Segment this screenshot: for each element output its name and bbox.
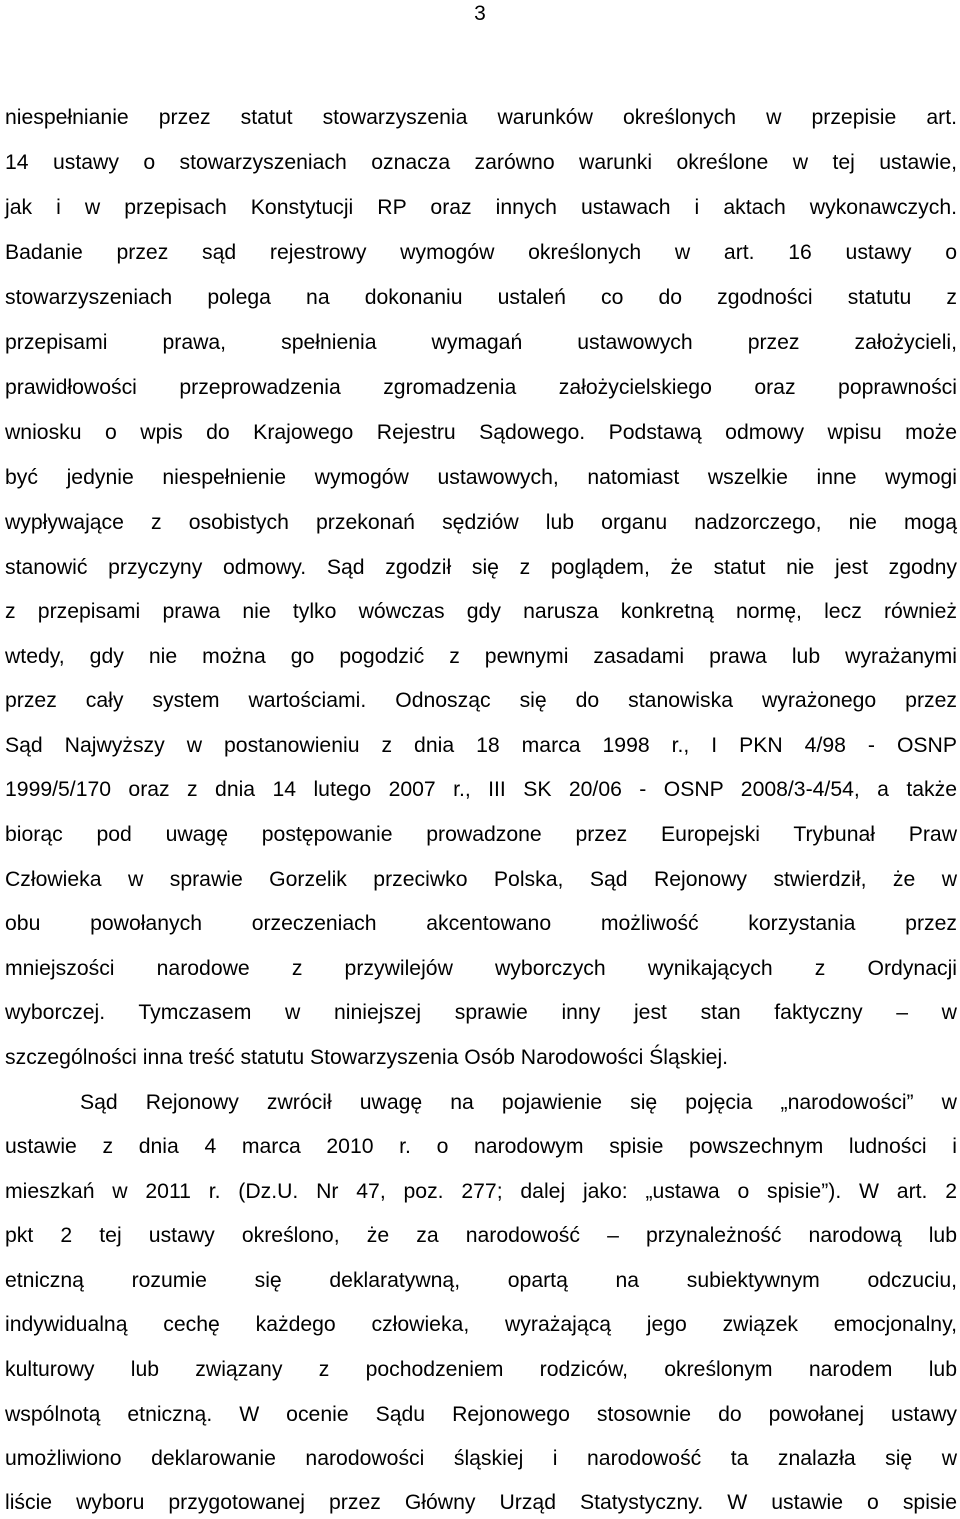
text-line: indywidualną cechę każdego człowieka, wyrażającą jego związek emocjonalny,: [5, 1313, 957, 1336]
page-number: 3: [474, 2, 486, 25]
text-line: Sąd Najwyższy w postanowieniu z dnia 18 marca 1998 r., I PKN 4/98 - OSNP: [5, 734, 957, 757]
text-line: stanowić przyczyny odmowy. Sąd zgodził się z poglądem, że statut nie jest zgodny: [5, 556, 957, 579]
text-line: biorąc pod uwagę postępowanie prowadzone przez Europejski Trybunał Praw: [5, 823, 957, 846]
text-line: niespełnianie przez statut stowarzyszenia warunków określonych w przepisie art.: [5, 106, 957, 129]
text-line: pkt 2 tej ustawy określono, że za narodowość – przynależność narodową lub: [5, 1224, 957, 1247]
text-line: jak i w przepisach Konstytucji RP oraz innych ustawach i aktach wykonawczych.: [5, 196, 957, 219]
text-line: obu powołanych orzeczeniach akcentowano możliwość korzystania przez: [5, 912, 957, 935]
text-line: wypływające z osobistych przekonań sędziów lub organu nadzorczego, nie mogą: [5, 511, 957, 534]
text-line: przepisami prawa, spełnienia wymagań ustawowych przez założycieli,: [5, 331, 957, 354]
text-line: mniejszości narodowe z przywilejów wyborczych wynikających z Ordynacji: [5, 957, 957, 980]
text-line: kulturowy lub związany z pochodzeniem rodziców, określonym narodem lub: [5, 1358, 957, 1381]
text-line: stowarzyszeniach polega na dokonaniu ustaleń co do zgodności statutu z: [5, 286, 957, 309]
text-line: wtedy, gdy nie można go pogodzić z pewnymi zasadami prawa lub wyrażanymi: [5, 645, 957, 668]
text-line: ustawie z dnia 4 marca 2010 r. o narodowym spisie powszechnym ludności i: [5, 1135, 957, 1158]
text-line: wniosku o wpis do Krajowego Rejestru Sądowego. Podstawą odmowy wpisu może: [5, 421, 957, 444]
text-line: być jedynie niespełnienie wymogów ustawowych, natomiast wszelkie inne wymogi: [5, 466, 957, 489]
text-line: 1999/5/170 oraz z dnia 14 lutego 2007 r., III SK 20/06 - OSNP 2008/3-4/54, a także: [5, 778, 957, 801]
text-line: 14 ustawy o stowarzyszeniach oznacza zarówno warunki określone w tej ustawie,: [5, 151, 957, 174]
text-line: Sąd Rejonowy zwrócił uwagę na pojawienie się pojęcia „narodowości” w: [80, 1091, 957, 1114]
text-line: wspólnotą etniczną. W ocenie Sądu Rejonowego stosownie do powołanej ustawy: [5, 1403, 957, 1426]
text-line: z przepisami prawa nie tylko wówczas gdy narusza konkretną normę, lecz również: [5, 600, 957, 623]
text-line: Człowieka w sprawie Gorzelik przeciwko Polska, Sąd Rejonowy stwierdził, że w: [5, 868, 957, 891]
text-line: mieszkań w 2011 r. (Dz.U. Nr 47, poz. 277; dalej jako: „ustawa o spisie”). W art. 2: [5, 1180, 957, 1203]
text-line: etniczną rozumie się deklaratywną, opartą na subiektywnym odczuciu,: [5, 1269, 957, 1292]
text-line: szczególności inna treść statutu Stowarzyszenia Osób Narodowości Śląskiej.: [5, 1046, 729, 1069]
text-line: umożliwiono deklarowanie narodowości śląskiej i narodowość ta znalazła się w: [5, 1447, 957, 1470]
text-line: liście wyboru przygotowanej przez Główny Urząd Statystyczny. W ustawie o spisie: [5, 1491, 957, 1514]
text-line: wyborczej. Tymczasem w niniejszej sprawie inny jest stan faktyczny – w: [5, 1001, 957, 1024]
text-line: prawidłowości przeprowadzenia zgromadzenia założycielskiego oraz poprawności: [5, 376, 957, 399]
text-line: przez cały system wartościami. Odnosząc się do stanowiska wyrażonego przez: [5, 689, 957, 712]
text-line: Badanie przez sąd rejestrowy wymogów określonych w art. 16 ustawy o: [5, 241, 957, 264]
